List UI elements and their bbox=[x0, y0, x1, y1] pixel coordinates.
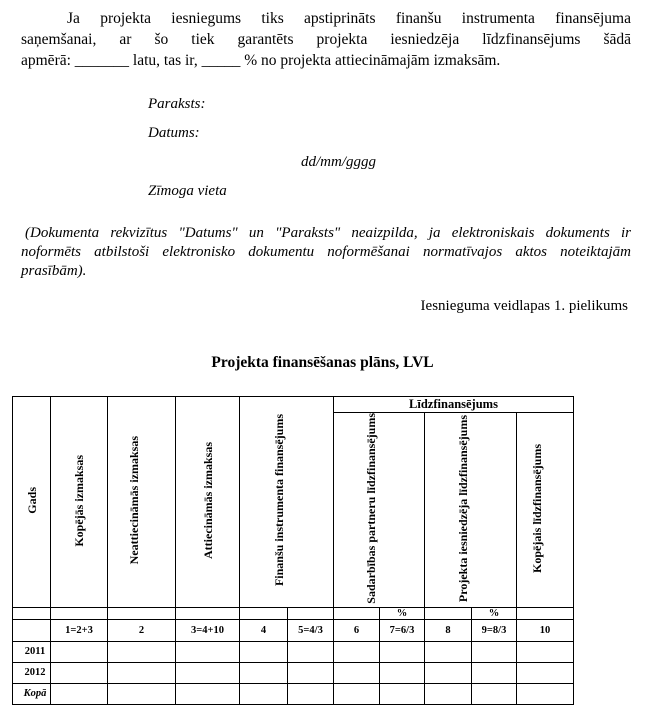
header-neattiecinamas-izmaksas: Neattiecināmās izmaksas bbox=[108, 397, 176, 608]
formula-cell: 8 bbox=[425, 619, 472, 641]
data-cell[interactable] bbox=[472, 683, 517, 704]
blank-cell bbox=[334, 607, 380, 619]
blank-cell bbox=[240, 607, 288, 619]
stamp-place-label: Zīmoga vieta bbox=[148, 183, 227, 199]
data-cell[interactable] bbox=[108, 641, 176, 662]
header-sadarbibas-partneru: Sadarbības partneru līdzfinansējums bbox=[334, 413, 425, 608]
row-label-2011: 2011 bbox=[13, 641, 51, 662]
formula-cell: 5=4/3 bbox=[288, 619, 334, 641]
note-line: prasībām). bbox=[21, 263, 87, 279]
data-cell[interactable] bbox=[176, 641, 240, 662]
table-row bbox=[13, 683, 574, 704]
paragraph-line: Ja projekta iesniegums tiks apstiprināts finanšu instrumenta finansējuma bbox=[67, 10, 631, 27]
formula-cell: 4 bbox=[240, 619, 288, 641]
guarantee-paragraph bbox=[21, 8, 631, 71]
formula-cell: 7=6/3 bbox=[380, 619, 425, 641]
blank-cell bbox=[517, 607, 574, 619]
data-cell[interactable] bbox=[517, 683, 574, 704]
data-cell[interactable] bbox=[517, 641, 574, 662]
blank-cell bbox=[13, 619, 51, 641]
blank-cell bbox=[51, 607, 108, 619]
note-line: (Dokumenta rekvizītus "Datums" un "Paraksts" neaizpilda, ja elektroniskais dokuments ir bbox=[25, 225, 631, 241]
header-kopejas-izmaksas: Kopējās izmaksas bbox=[51, 397, 108, 608]
note-line: noformēts atbilstoši elektronisko dokumentu noformēšanai normatīvajos aktos noteiktajām bbox=[21, 244, 631, 260]
table-row bbox=[13, 641, 574, 662]
data-cell[interactable] bbox=[240, 683, 288, 704]
signature-label: Paraksts: bbox=[148, 96, 206, 112]
formula-cell: 3=4+10 bbox=[176, 619, 240, 641]
blank-cell bbox=[13, 607, 51, 619]
financing-plan-table bbox=[12, 396, 574, 705]
note-paragraph bbox=[21, 224, 631, 281]
data-cell[interactable] bbox=[425, 683, 472, 704]
data-cell[interactable] bbox=[380, 683, 425, 704]
blank-cell bbox=[425, 607, 472, 619]
formula-cell: 10 bbox=[517, 619, 574, 641]
data-cell[interactable] bbox=[380, 641, 425, 662]
percent-label: % bbox=[472, 607, 517, 619]
data-cell[interactable] bbox=[176, 683, 240, 704]
appendix-label: Iesnieguma veidlapas 1. pielikums bbox=[420, 298, 628, 314]
row-label-kopa: Kopā bbox=[13, 683, 51, 704]
data-cell[interactable] bbox=[334, 641, 380, 662]
header-lidzfinansejums-group: Līdzfinansējums bbox=[334, 397, 574, 413]
data-cell[interactable] bbox=[288, 683, 334, 704]
data-cell[interactable] bbox=[334, 683, 380, 704]
date-format: dd/mm/gggg bbox=[301, 154, 376, 170]
formula-cell: 9=8/3 bbox=[472, 619, 517, 641]
formula-cell: 6 bbox=[334, 619, 380, 641]
blank-cell bbox=[108, 607, 176, 619]
header-attiecinamas-izmaksas: Attiecināmās izmaksas bbox=[176, 397, 240, 608]
data-cell[interactable] bbox=[240, 641, 288, 662]
data-cell[interactable] bbox=[51, 641, 108, 662]
date-label: Datums: bbox=[148, 125, 200, 141]
header-projekta-iesniedzeja: Projekta iesniedzēja līdzfinansējums bbox=[425, 413, 517, 608]
formula-cell: 2 bbox=[108, 619, 176, 641]
blank-cell bbox=[288, 607, 334, 619]
data-cell[interactable] bbox=[472, 641, 517, 662]
row-label-2012: 2012 bbox=[13, 662, 51, 683]
paragraph-line: apmērā: _______ latu, tas ir, _____ % no projekta attiecināmajām izmaksām. bbox=[21, 52, 501, 69]
data-cell[interactable] bbox=[425, 641, 472, 662]
table-title: Projekta finansēšanas plāns, LVL bbox=[211, 354, 434, 371]
header-finansu-instrumenta: Finanšu instrumenta finansējums bbox=[240, 397, 334, 608]
blank-cell bbox=[176, 607, 240, 619]
paragraph-line: saņemšanai, ar šo tiek garantēts projekta iesniedzēja līdzfinansējums šādā bbox=[21, 31, 631, 48]
header-gads: Gads bbox=[13, 397, 51, 608]
header-kopejais-lidzfinansejums: Kopējais līdzfinansējums bbox=[517, 413, 574, 608]
data-cell[interactable] bbox=[108, 683, 176, 704]
percent-label: % bbox=[380, 607, 425, 619]
formula-cell: 1=2+3 bbox=[51, 619, 108, 641]
data-cell[interactable] bbox=[51, 683, 108, 704]
data-cell[interactable] bbox=[288, 641, 334, 662]
